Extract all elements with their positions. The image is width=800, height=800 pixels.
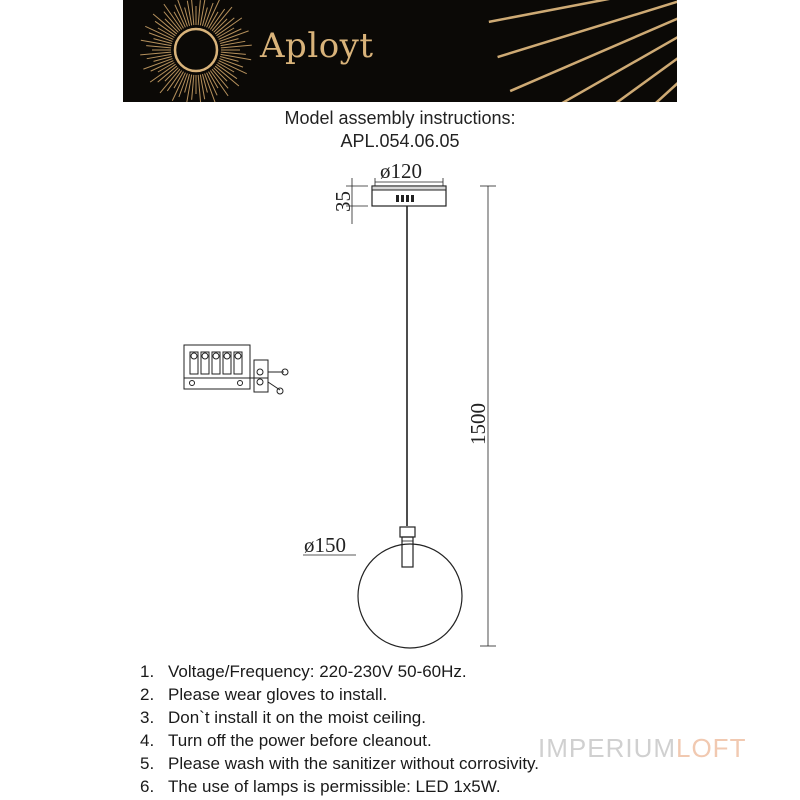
note-text: Turn off the power before cleanout. xyxy=(168,731,432,750)
list-item: 4. Turn off the power before cleanout. xyxy=(140,731,432,750)
canopy-height-label: 35 xyxy=(331,191,355,212)
note-text: Please wear gloves to install. xyxy=(168,685,388,704)
list-item: 5. Please wash with the sanitizer without corrosivity. xyxy=(140,754,540,773)
note-text: Voltage/Frequency: 220-230V 50-60Hz. xyxy=(168,662,467,681)
canopy-diameter-label: ø120 xyxy=(380,159,422,183)
list-item: 3. Don`t install it on the moist ceiling. xyxy=(140,708,426,727)
watermark: IMPERIUMLOFT xyxy=(538,733,747,763)
canopy-mount-band xyxy=(372,186,446,190)
list-item: 1. Voltage/Frequency: 220-230V 50-60Hz. xyxy=(140,662,467,681)
document-title: Model assembly instructions: xyxy=(284,108,516,128)
note-text: Please wash with the sanitizer without corrosivity. xyxy=(168,754,540,773)
instruction-list xyxy=(140,660,539,798)
glass-shade xyxy=(358,544,462,648)
socket-holder xyxy=(400,527,415,537)
model-code: APL.054.06.05 xyxy=(340,131,460,151)
list-item: 6. The use of lamps is permissible: LED 1x5W. xyxy=(140,777,501,796)
total-length-label: 1500 xyxy=(466,403,490,445)
brand-logo-text: Aployt xyxy=(260,26,374,66)
wiring-terminal-diagram xyxy=(184,345,288,394)
note-text: Don`t install it on the moist ceiling. xyxy=(168,708,426,727)
list-item: 2. Please wear gloves to install. xyxy=(140,685,388,704)
note-text: The use of lamps is permissible: LED 1x5W. xyxy=(168,777,501,796)
shade-diameter-label: ø150 xyxy=(304,533,346,557)
